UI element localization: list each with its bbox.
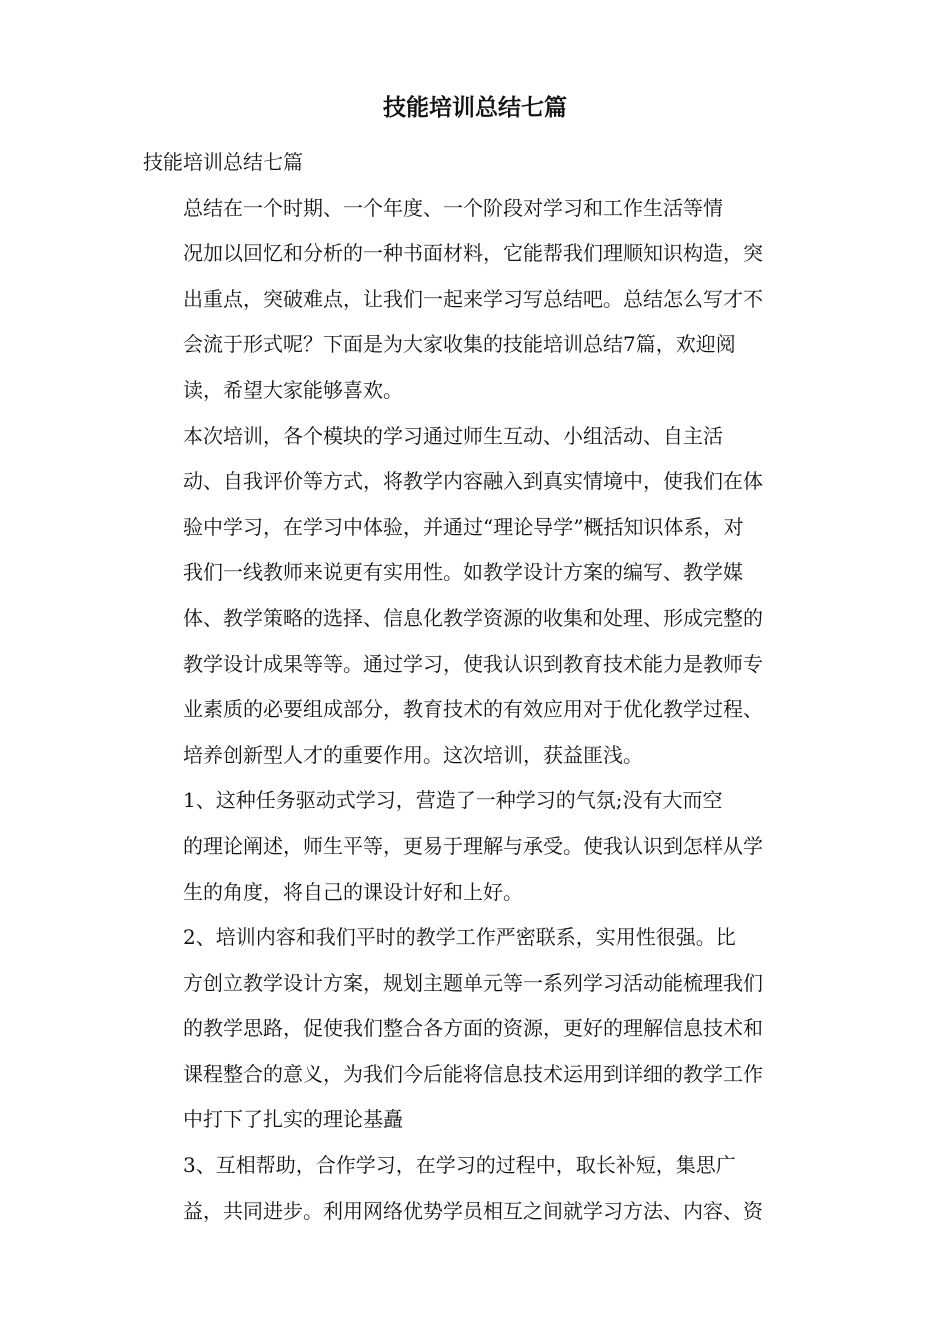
- text-line: 的教学思路，促使我们整合各方面的资源，更好的理解信息技术和: [183, 1016, 763, 1041]
- text-line: 动、自我评价等方式，将教学内容融入到真实情境中，使我们在体: [183, 469, 763, 494]
- text-line: 出重点，突破难点，让我们一起来学习写总结吧。总结怎么写才不: [183, 286, 763, 311]
- text-line: 读，希望大家能够喜欢。: [183, 377, 403, 402]
- paragraph-point-2: [143, 915, 807, 1143]
- text-line: 验中学习，在学习中体验，并通过“理论导学”概括知识体系，对: [183, 514, 744, 539]
- text-line: 课程整合的意义，为我们今后能将信息技术运用到详细的教学工作: [183, 1061, 763, 1086]
- text-line: 的理论阐述，师生平等，更易于理解与承受。使我认识到怎样从学: [183, 833, 763, 858]
- text-line: 况加以回忆和分析的一种书面材料，它能帮我们理顺知识构造，突: [183, 241, 763, 266]
- text-line: 2、培训内容和我们平时的教学工作严密联系，实用性很强。比: [183, 925, 736, 950]
- paragraph-training: [143, 414, 807, 779]
- document-body: [143, 140, 807, 1234]
- document-subtitle: 技能培训总结七篇: [143, 150, 303, 174]
- text-line: 生的角度，将自己的课设计好和上好。: [183, 879, 523, 904]
- text-line: 本次培训，各个模块的学习通过师生互动、小组活动、自主活: [183, 423, 723, 448]
- document-title: 技能培训总结七篇: [383, 95, 567, 121]
- text-line: 业素质的必要组成部分，教育技术的有效应用对于优化教学过程、: [183, 697, 763, 722]
- text-line: 体、教学策略的选择、信息化教学资源的收集和处理、形成完整的: [183, 605, 763, 630]
- text-line: 3、互相帮助，合作学习，在学习的过程中，取长补短，集思广: [183, 1153, 736, 1178]
- text-line: 会流于形式呢？下面是为大家收集的技能培训总结7篇，欢迎阅: [183, 332, 736, 357]
- text-line: 方创立教学设计方案，规划主题单元等一系列学习活动能梳理我们: [183, 970, 763, 995]
- text-line: 1、这种任务驱动式学习，营造了一种学习的气氛;没有大而空: [183, 788, 723, 813]
- text-line: 我们一线教师来说更有实用性。如教学设计方案的编写、教学媒: [183, 560, 743, 585]
- text-line: 培养创新型人才的重要作用。这次培训，获益匪浅。: [183, 742, 643, 767]
- paragraph-point-3: [143, 1143, 807, 1234]
- paragraph-intro: [143, 186, 807, 414]
- text-line: 益，共同进步。利用网络优势学员相互之间就学习方法、内容、资: [183, 1198, 763, 1223]
- text-line: 中打下了扎实的理论基矗: [183, 1107, 403, 1132]
- paragraph-point-1: [143, 778, 807, 915]
- text-line: 总结在一个时期、一个年度、一个阶段对学习和工作生活等情: [183, 195, 723, 220]
- text-line: 教学设计成果等等。通过学习，使我认识到教育技术能力是教师专: [183, 651, 763, 676]
